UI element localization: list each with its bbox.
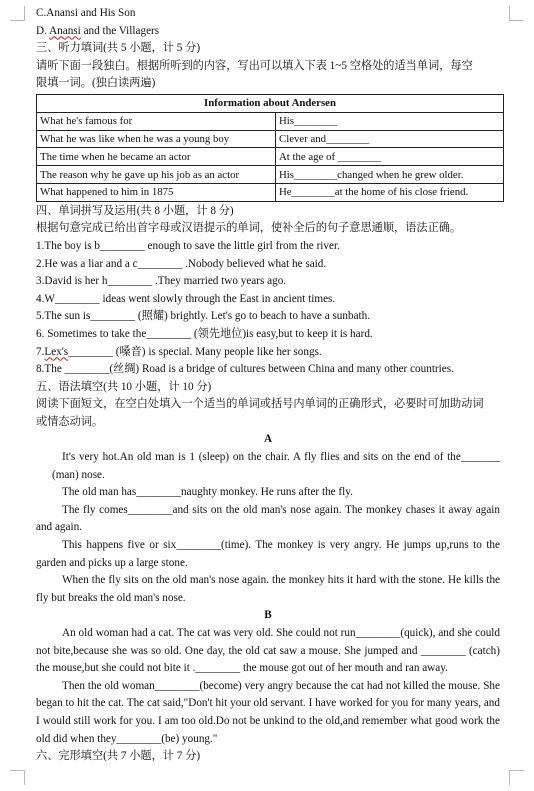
spelling-item[interactable]: 8.The ________(丝绸) Road is a bridge of cultures between China and many other countries. (36, 363, 454, 376)
margin-corner-mark (10, 6, 25, 21)
passage-b-label: B (264, 609, 272, 622)
answer-blank[interactable]: His________changed when he grew older. (276, 166, 504, 184)
section-5-instruction-cont: 或情态动词。 (36, 415, 104, 428)
spelling-item[interactable]: 4.W________ ideas went slowly through the East in ancient times. (36, 292, 336, 305)
spelling-item[interactable]: 2.He was a liar and a c________ .Nobody believed what he said. (36, 257, 327, 270)
answer-blank[interactable]: He________at the home of his close friend. (276, 183, 504, 201)
andersen-info-table (36, 94, 504, 202)
section-3-instruction: 请听下面一段独白。根据所听到的内容，写出可以填入下表 1~5 空格处的适当单词，每空 (36, 59, 473, 72)
spelling-item[interactable]: 6. Sometimes to take the________ (领先地位)is easy,but to keep it is hard. (36, 327, 373, 340)
passage-a-paragraph: The old man has________naughty monkey. He runs after the fly. (62, 486, 353, 499)
passage-a-label: A (263, 433, 273, 446)
answer-blank[interactable]: At the age of ________ (276, 148, 504, 166)
passage-a-paragraph: This happens five or six________(time). The monkey is very angry. He jumps up,runs to the garden and picks up a large stone. (36, 539, 500, 569)
table-row: What he's famous for His________ (37, 112, 504, 130)
exam-page (36, 5, 500, 766)
section-3-instruction-cont: 限填一词。(独白读两遍) (36, 77, 156, 90)
section-5-instruction: 阅读下面短文，在空白处填入一个适当的单词或括号内单词的正确形式，必要时可加助动词 (36, 398, 484, 411)
option-d: D. Anansi and the Villagers (36, 24, 160, 37)
section-4-instruction: 根据句意完成已给出首字母或汉语提示的单词，使补全后的句子意思通顺，语法正确。 (36, 222, 462, 235)
passage-b-paragraph: An old woman had a cat. The cat was very old. She could not run________(quick), and she could not bite,because she was so old. One day, the old cat saw a mouse. She jumped and ________ (catch) the mouse,but she could not bite it .________ the mouse got out of her mouth and ran away. (36, 627, 500, 675)
spell-flag-word: Lex's (44, 345, 69, 358)
spelling-item[interactable]: 5.The sun is________ (照耀) brightly. Let's go to beach to have a sunbath. (36, 310, 371, 323)
passage-a-paragraph: It's very hot.An old man is 1 (sleep) on the chair. A fly flies and sits on the end of the_______ (man) nose. (52, 451, 500, 481)
section-4-heading: 四、单词拼写及运用(共 8 小题，计 8 分) (36, 204, 234, 217)
table-row: What he was like when he was a young boy Clever and________ (37, 130, 504, 148)
margin-corner-mark (509, 6, 524, 21)
spelling-item[interactable]: 7.Lex's________ (嗓音) is special. Many people like her songs. (36, 345, 322, 358)
passage-b-paragraph: Then the old woman________(become) very angry because the cat had not killed the mouse. She began to hit the cat. The cat said,"Don't hit your old servant. I have worked for you for many years, and I would still work for you. I am too old.Do not be unkind to the old,and remember what good work the old did when they________(be) young." (36, 679, 500, 745)
option-c: C.Anansi and His Son (36, 7, 136, 19)
margin-corner-mark (10, 770, 25, 785)
table-row: What happened to him in 1875 He________at the home of his close friend. (37, 183, 504, 201)
section-3-heading: 三、听力填词(共 5 小题，计 5 分) (36, 42, 201, 55)
table-row: The reason why he gave up his job as an actor His________changed when he grew older. (37, 166, 504, 184)
spelling-item[interactable]: 3.David is her h________ .They married two years ago. (36, 275, 287, 288)
answer-blank[interactable]: Clever and________ (276, 130, 504, 148)
margin-corner-mark (509, 770, 524, 785)
section-5-heading: 五、语法填空(共 10 小题，计 10 分) (36, 380, 212, 393)
section-6-heading: 六、完形填空(共 7 小题，计 7 分) (36, 750, 201, 763)
table-row: The time when he became an actor At the age of ________ (37, 148, 504, 166)
spell-flag-word: Anansi (49, 24, 81, 37)
table-title: Information about Andersen (37, 94, 504, 112)
passage-a-paragraph: When the fly sits on the old man's nose again. the monkey hits it hard with the stone. He kills the fly but breaks the old man's nose. (36, 574, 500, 604)
spelling-item[interactable]: 1.The boy is b________ enough to save the little girl from the river. (36, 239, 340, 252)
passage-a-paragraph: The fly comes________and sits on the old man's nose again. The monkey chases it away again and again. (36, 503, 500, 534)
answer-blank[interactable]: His________ (276, 112, 504, 130)
